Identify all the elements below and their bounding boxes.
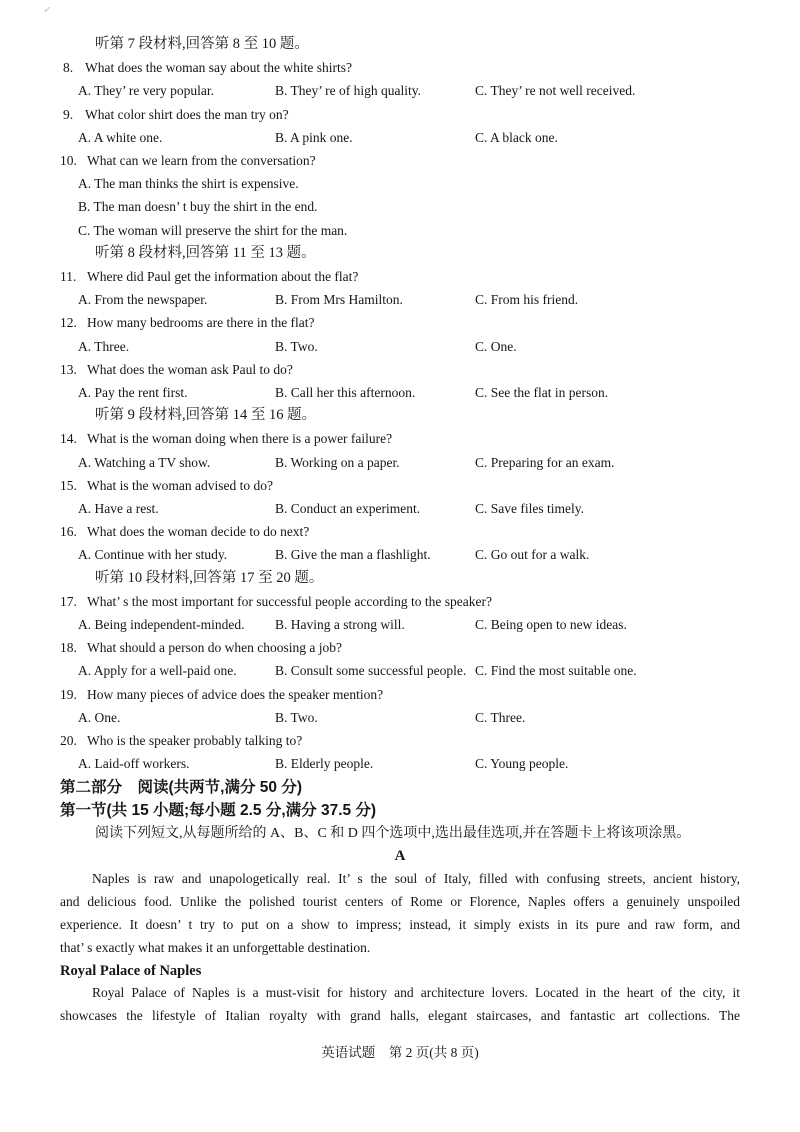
option-c: C. See the flat in person. xyxy=(475,385,609,401)
passage-line: experience. It doesn’ t try to put on a show to impress; instead, it simply exists in its pure and raw form, and xyxy=(60,916,740,932)
option-b: B. They’ re of high quality. xyxy=(275,83,421,99)
options-row xyxy=(60,497,740,520)
question-number: 16. xyxy=(60,524,77,540)
question-number: 17. xyxy=(60,593,77,609)
question-text: What does the woman say about the white shirts? xyxy=(85,60,352,76)
reading-instructions: 阅读下列短文,从每题所给的 A、B、C 和 D 四个选项中,选出最佳选项,并在答题卡上将该项涂黑。 xyxy=(95,825,691,841)
option-b: B. Having a strong will. xyxy=(275,617,405,633)
question-number: 18. xyxy=(60,640,77,656)
question-text: What color shirt does the man try on? xyxy=(85,106,289,122)
option-a: A. One. xyxy=(78,709,121,725)
option-a: A. The man thinks the shirt is expensive. xyxy=(78,176,299,192)
question-text: What is the woman doing when there is a power failure? xyxy=(87,431,393,447)
option-c: C. Three. xyxy=(475,709,526,725)
passage-line: and delicious food. Unlike the polished tourist centers of Rome or Florence, Naples offers a genuinely unspoiled xyxy=(60,894,740,910)
option-a: A. Watching a TV show. xyxy=(78,454,211,470)
passage-paragraph-1 xyxy=(60,868,740,959)
option-c: C. From his friend. xyxy=(475,292,579,308)
options-row xyxy=(60,335,740,358)
option-c: C. One. xyxy=(475,338,517,354)
passage-label-a: A xyxy=(394,848,406,865)
option-c: C. Go out for a walk. xyxy=(475,547,590,563)
option-a: A. Three. xyxy=(78,338,130,354)
question-number: 15. xyxy=(60,477,77,493)
question-line xyxy=(60,590,740,613)
option-b: B. Give the man a flashlight. xyxy=(275,547,431,563)
passage-line: showcases the lifestyle of Italian royalty with grand halls, elegant staircases, and fantastic art collections. The xyxy=(60,1008,740,1024)
question-text: What does the woman ask Paul to do? xyxy=(87,361,293,377)
question-text: How many bedrooms are there in the flat? xyxy=(87,315,315,331)
option-b: B. Two. xyxy=(275,338,318,354)
option-b: B. Consult some successful people. xyxy=(275,663,467,679)
option-a: A. From the newspaper. xyxy=(78,292,208,308)
option-b: B. Two. xyxy=(275,709,318,725)
question-number: 20. xyxy=(60,733,77,749)
option-c: C. Find the most suitable one. xyxy=(475,663,637,679)
question-line xyxy=(60,358,740,381)
question-text: How many pieces of advice does the speaker mention? xyxy=(87,686,384,702)
question-text: What does the woman decide to do next? xyxy=(87,524,310,540)
option-c: C. The woman will preserve the shirt for the man. xyxy=(78,222,348,238)
question-number: 10. xyxy=(60,153,77,169)
question-number: 19. xyxy=(60,686,77,702)
option-a: A. A white one. xyxy=(78,129,163,145)
option-c: C. Being open to new ideas. xyxy=(475,617,627,633)
question-text: What’ s the most important for successful people according to the speaker? xyxy=(87,593,492,609)
option-c: C. They’ re not well received. xyxy=(475,83,636,99)
question-number: 12. xyxy=(60,315,77,331)
question-number: 9. xyxy=(63,106,74,122)
options-row xyxy=(60,706,740,729)
passage-line: Royal Palace of Naples is a must-visit for history and architecture lovers. Located in the heart of the city, it xyxy=(92,985,740,1001)
options-row xyxy=(60,126,740,149)
material-header: 听第 7 段材料,回答第 8 至 10 题。 xyxy=(95,36,309,52)
passage-paragraph-2 xyxy=(60,982,740,1028)
option-a: A. Continue with her study. xyxy=(78,547,228,563)
options-row xyxy=(60,543,740,566)
material-header: 听第 9 段材料,回答第 14 至 16 题。 xyxy=(95,407,317,424)
option-a: A. Pay the rent first. xyxy=(78,385,188,401)
page-footer: 英语试题 第 2 页(共 8 页) xyxy=(321,1044,479,1060)
question-text: Who is the speaker probably talking to? xyxy=(87,733,303,749)
section1-header: 第一节(共 15 小题;每小题 2.5 分,满分 37.5 分) xyxy=(60,801,377,819)
question-line xyxy=(60,265,740,288)
option-b: B. A pink one. xyxy=(275,129,353,145)
option-a: A. Have a rest. xyxy=(78,501,159,517)
question-text: What should a person do when choosing a job? xyxy=(87,640,342,656)
question-text: What can we learn from the conversation? xyxy=(87,153,316,169)
question-line xyxy=(60,103,740,126)
question-line xyxy=(60,427,740,450)
options-row xyxy=(60,613,740,636)
question-line xyxy=(60,149,740,172)
option-c: C. Save files timely. xyxy=(475,501,584,517)
question-number: 13. xyxy=(60,361,77,377)
passage-line: that’ s exactly what makes it an unforgettable destination. xyxy=(60,939,371,955)
option-b: B. Elderly people. xyxy=(275,756,374,772)
option-a: A. They’ re very popular. xyxy=(78,83,214,99)
option-b: B. Call her this afternoon. xyxy=(275,385,416,401)
question-line xyxy=(60,729,740,752)
options-row xyxy=(60,288,740,311)
material-header: 听第 10 段材料,回答第 17 至 20 题。 xyxy=(95,569,324,586)
question-line xyxy=(60,636,740,659)
passage-line: Naples is raw and unapologetically real. It’ s the soul of Italy, filled with confusing streets, ancient history, xyxy=(92,871,740,887)
question-number: 14. xyxy=(60,431,77,447)
option-c: C. Young people. xyxy=(475,756,569,772)
question-text: Where did Paul get the information about the flat? xyxy=(87,269,359,285)
options-row xyxy=(60,79,740,102)
option-a: A. Being independent-minded. xyxy=(78,617,245,633)
listening-section xyxy=(60,33,740,776)
question-line xyxy=(60,520,740,543)
options-row xyxy=(60,451,740,474)
option-c: C. A black one. xyxy=(475,129,558,145)
option-a: A. Apply for a well-paid one. xyxy=(78,663,237,679)
question-line xyxy=(60,474,740,497)
question-line xyxy=(60,311,740,334)
material-header: 听第 8 段材料,回答第 11 至 13 题。 xyxy=(95,244,316,261)
option-b: B. From Mrs Hamilton. xyxy=(275,292,403,308)
options-row xyxy=(60,752,740,775)
part2-header: 第二部分 阅读(共两节,满分 50 分) xyxy=(60,778,302,796)
option-b: B. Conduct an experiment. xyxy=(275,501,421,517)
question-number: 11. xyxy=(60,269,77,285)
stray-pencil-mark: ✓ xyxy=(42,4,53,17)
question-line xyxy=(60,683,740,706)
option-b: B. The man doesn’ t buy the shirt in the end. xyxy=(78,199,318,215)
option-b: B. Working on a paper. xyxy=(275,454,400,470)
options-row xyxy=(60,659,740,682)
option-c: C. Preparing for an exam. xyxy=(475,454,615,470)
passage-subheading: Royal Palace of Naples xyxy=(60,962,202,979)
option-a: A. Laid-off workers. xyxy=(78,756,190,772)
question-number: 8. xyxy=(63,60,74,76)
question-line xyxy=(60,56,740,79)
options-row xyxy=(60,381,740,404)
question-text: What is the woman advised to do? xyxy=(87,477,273,493)
